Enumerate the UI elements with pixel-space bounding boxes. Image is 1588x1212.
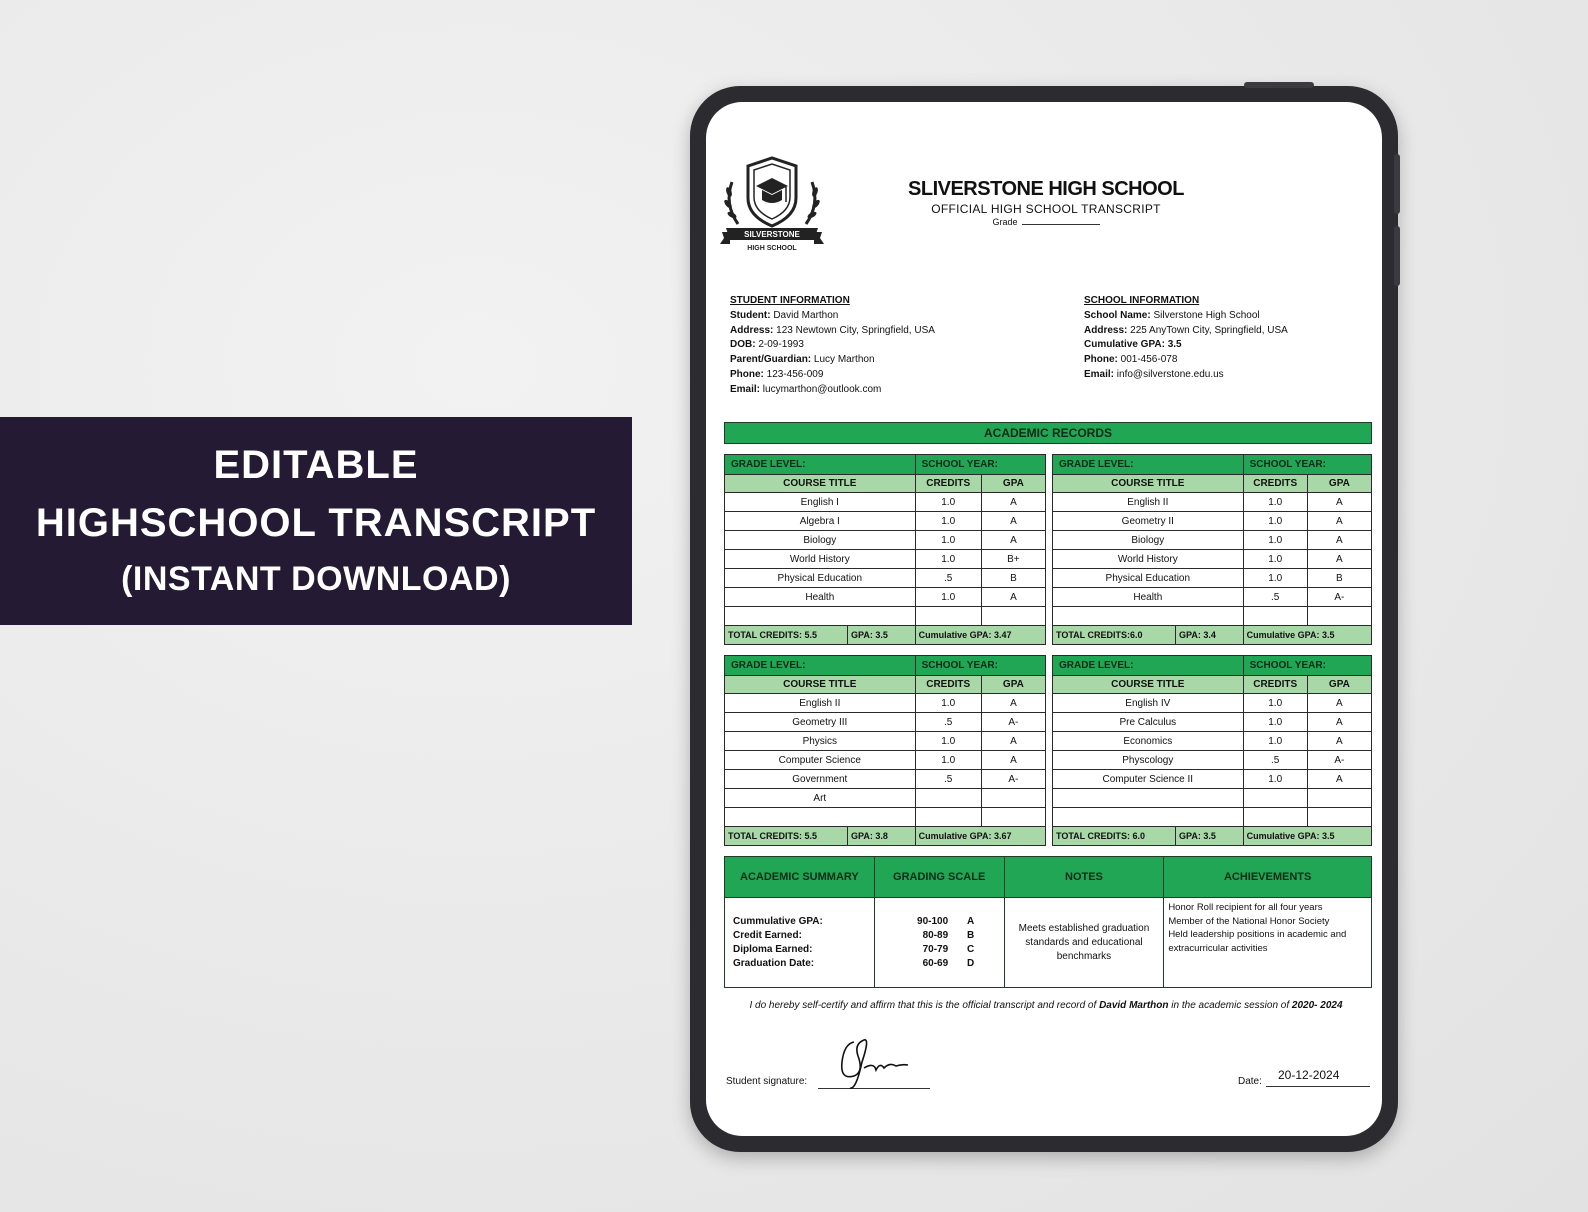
cumulative-gpa: Cumulative GPA: 3.47	[915, 626, 1045, 645]
grade-field	[846, 217, 1246, 227]
date-line	[1266, 1086, 1370, 1087]
school-row: Email: info@silverstone.edu.us	[1084, 368, 1224, 380]
transcript-document	[706, 102, 1382, 1136]
total-credits: TOTAL CREDITS: 5.5	[728, 831, 818, 841]
credits-header: CREDITS	[915, 475, 981, 493]
totals-row	[725, 827, 1046, 846]
course-row	[725, 808, 1046, 827]
signature-label: Student signature:	[726, 1076, 808, 1087]
course-row: Physcology .5 A-	[1053, 751, 1372, 770]
summary-item[interactable]: Credit Earned:	[733, 929, 802, 941]
school-info	[1084, 294, 1288, 383]
date-value[interactable]: 20-12-2024	[1278, 1068, 1340, 1082]
course-row: Geometry II 1.0 A	[1053, 512, 1372, 531]
term-gpa: GPA: 3.5	[1175, 827, 1216, 845]
term-gpa: GPA: 3.8	[847, 827, 888, 845]
session-years: 2020- 2024	[1291, 1000, 1343, 1011]
course-row: English I 1.0 A	[725, 493, 1046, 512]
course-title-header: COURSE TITLE	[725, 475, 916, 493]
logo-ribbon-text: SILVERSTONE	[744, 230, 800, 239]
achievement-item: Member of the National Honor Society	[1168, 915, 1330, 927]
course-row	[1053, 808, 1372, 827]
course-row: Government .5 A-	[725, 770, 1046, 789]
summary-item[interactable]: Graduation Date:	[733, 957, 815, 969]
course-row	[725, 607, 1046, 626]
grade-level-label: GRADE LEVEL:	[725, 656, 916, 676]
date-label: Date:	[1238, 1076, 1262, 1087]
grade-label: Grade	[992, 217, 1018, 227]
handwritten-signature	[824, 1032, 924, 1092]
graduation-cap-shield-icon	[718, 152, 826, 252]
record-table	[724, 655, 1046, 846]
student-row: Address: 123 Newtown City, Springfield, USA	[730, 324, 935, 336]
student-name: David Marthon	[1099, 1000, 1169, 1011]
student-row: Student: David Marthon	[730, 309, 839, 321]
grade-level-label: GRADE LEVEL:	[1053, 656, 1244, 676]
total-credits: TOTAL CREDITS:6.0	[1056, 630, 1143, 640]
academic-summary-cell	[725, 898, 875, 988]
summary-item[interactable]: Cummulative GPA:	[733, 915, 823, 927]
grade-input-line[interactable]	[1022, 224, 1100, 225]
scale-row: 80-89 B	[922, 929, 975, 941]
promo-banner	[0, 417, 632, 625]
school-info-heading: SCHOOL INFORMATION	[1084, 295, 1200, 306]
course-row: Physical Education .5 B	[725, 569, 1046, 588]
course-row: Computer Science II 1.0 A	[1053, 770, 1372, 789]
cumulative-gpa: Cumulative GPA: 3.67	[915, 827, 1045, 846]
logo-sub-text: HIGH SCHOOL	[747, 245, 797, 252]
scale-row: 90-100 A	[917, 915, 975, 927]
achievement-item: Held leadership positions in academic and extracurricular activities	[1168, 929, 1347, 954]
banner-line-1: EDITABLE	[213, 443, 419, 487]
scale-row: 60-69 D	[922, 957, 975, 969]
volume-up-button	[1394, 154, 1400, 214]
course-row: Pre Calculus 1.0 A	[1053, 713, 1372, 732]
credits-header: CREDITS	[1243, 475, 1307, 493]
power-button	[1244, 82, 1314, 88]
school-year-label: SCHOOL YEAR:	[1243, 656, 1371, 676]
course-row	[1053, 607, 1372, 626]
student-row: Parent/Guardian: Lucy Marthon	[730, 354, 875, 366]
school-year-label: SCHOOL YEAR:	[915, 455, 1045, 475]
achievement-item: Honor Roll recipient for all four years	[1168, 902, 1323, 913]
credits-header: CREDITS	[915, 676, 981, 694]
total-credits: TOTAL CREDITS: 5.5	[728, 630, 818, 640]
totals-row	[725, 626, 1046, 645]
course-row: English IV 1.0 A	[1053, 694, 1372, 713]
course-row: Economics 1.0 A	[1053, 732, 1372, 751]
school-year-label: SCHOOL YEAR:	[915, 656, 1045, 676]
course-row: Biology 1.0 A	[1053, 531, 1372, 550]
course-row: Health 1.0 A	[725, 588, 1046, 607]
term-gpa: GPA: 3.5	[847, 626, 888, 644]
grading-scale-header: GRADING SCALE	[874, 857, 1004, 898]
school-year-label: SCHOOL YEAR:	[1243, 455, 1371, 475]
course-title-header: COURSE TITLE	[1053, 475, 1244, 493]
record-table	[724, 454, 1046, 645]
totals-row	[1053, 626, 1372, 645]
course-row: Health .5 A-	[1053, 588, 1372, 607]
transcript-subtitle: OFFICIAL HIGH SCHOOL TRANSCRIPT	[931, 202, 1161, 216]
grade-level-label: GRADE LEVEL:	[1053, 455, 1244, 475]
credits-header: CREDITS	[1243, 676, 1307, 694]
volume-down-button	[1394, 226, 1400, 286]
student-row: DOB: 2-09-1993	[730, 339, 804, 351]
student-info-heading: STUDENT INFORMATION	[730, 295, 850, 306]
cumulative-gpa: Cumulative GPA: 3.5	[1243, 827, 1371, 846]
academic-records-title: ACADEMIC RECORDS	[724, 422, 1372, 444]
banner-line-3: (INSTANT DOWNLOAD)	[121, 560, 511, 598]
banner-line-2: HIGHSCHOOL TRANSCRIPT	[35, 501, 597, 545]
notes-cell[interactable]: Meets established graduation standards and educational benchmarks	[1004, 898, 1164, 988]
course-row: Art	[725, 789, 1046, 808]
record-table	[1052, 655, 1372, 846]
certification-statement: I do hereby self-certify and affirm that this is the official transcript and record of David Marthon in the academic session of 2020- 2024	[749, 1000, 1343, 1011]
notes-header: NOTES	[1004, 857, 1164, 898]
course-row: Physics 1.0 A	[725, 732, 1046, 751]
grading-scale-cell	[874, 898, 1004, 988]
school-row: School Name: Silverstone High School	[1084, 309, 1260, 321]
course-row	[1053, 789, 1372, 808]
gpa-header: GPA	[1307, 676, 1371, 694]
totals-row	[1053, 827, 1372, 846]
achievements-header: ACHIEVEMENTS	[1164, 857, 1372, 898]
summary-table	[724, 856, 1372, 988]
school-title: SLIVERSTONE HIGH SCHOOL	[908, 178, 1184, 200]
student-row: Email: lucymarthon@outlook.com	[730, 383, 882, 395]
school-row: Phone: 001-456-078	[1084, 354, 1178, 366]
term-gpa: GPA: 3.4	[1175, 626, 1216, 644]
cumulative-gpa: Cumulative GPA: 3.5	[1243, 626, 1371, 645]
achievements-cell[interactable]	[1164, 898, 1372, 988]
course-row: English II 1.0 A	[725, 694, 1046, 713]
tablet-screen	[706, 102, 1382, 1136]
student-info	[730, 294, 935, 398]
gpa-header: GPA	[981, 676, 1045, 694]
gpa-header: GPA	[981, 475, 1045, 493]
course-title-header: COURSE TITLE	[1053, 676, 1244, 694]
academic-summary-header: ACADEMIC SUMMARY	[725, 857, 875, 898]
course-row: English II 1.0 A	[1053, 493, 1372, 512]
course-row: Algebra I 1.0 A	[725, 512, 1046, 531]
course-row: World History 1.0 A	[1053, 550, 1372, 569]
course-row: Biology 1.0 A	[725, 531, 1046, 550]
total-credits: TOTAL CREDITS: 6.0	[1056, 831, 1146, 841]
course-row: World History 1.0 B+	[725, 550, 1046, 569]
summary-item[interactable]: Diploma Earned:	[733, 943, 813, 955]
record-table	[1052, 454, 1372, 645]
course-row: Physical Education 1.0 B	[1053, 569, 1372, 588]
course-title-header: COURSE TITLE	[725, 676, 916, 694]
school-row: Address: 225 AnyTown City, Springfield, USA	[1084, 324, 1288, 336]
tablet-device	[690, 86, 1398, 1152]
course-row: Computer Science 1.0 A	[725, 751, 1046, 770]
school-row: Cumulative GPA: 3.5	[1084, 339, 1182, 351]
student-row: Phone: 123-456-009	[730, 368, 824, 380]
scale-row: 70-79 C	[922, 943, 975, 955]
gpa-header: GPA	[1307, 475, 1371, 493]
course-row: Geometry III .5 A-	[725, 713, 1046, 732]
grade-level-label: GRADE LEVEL:	[725, 455, 916, 475]
